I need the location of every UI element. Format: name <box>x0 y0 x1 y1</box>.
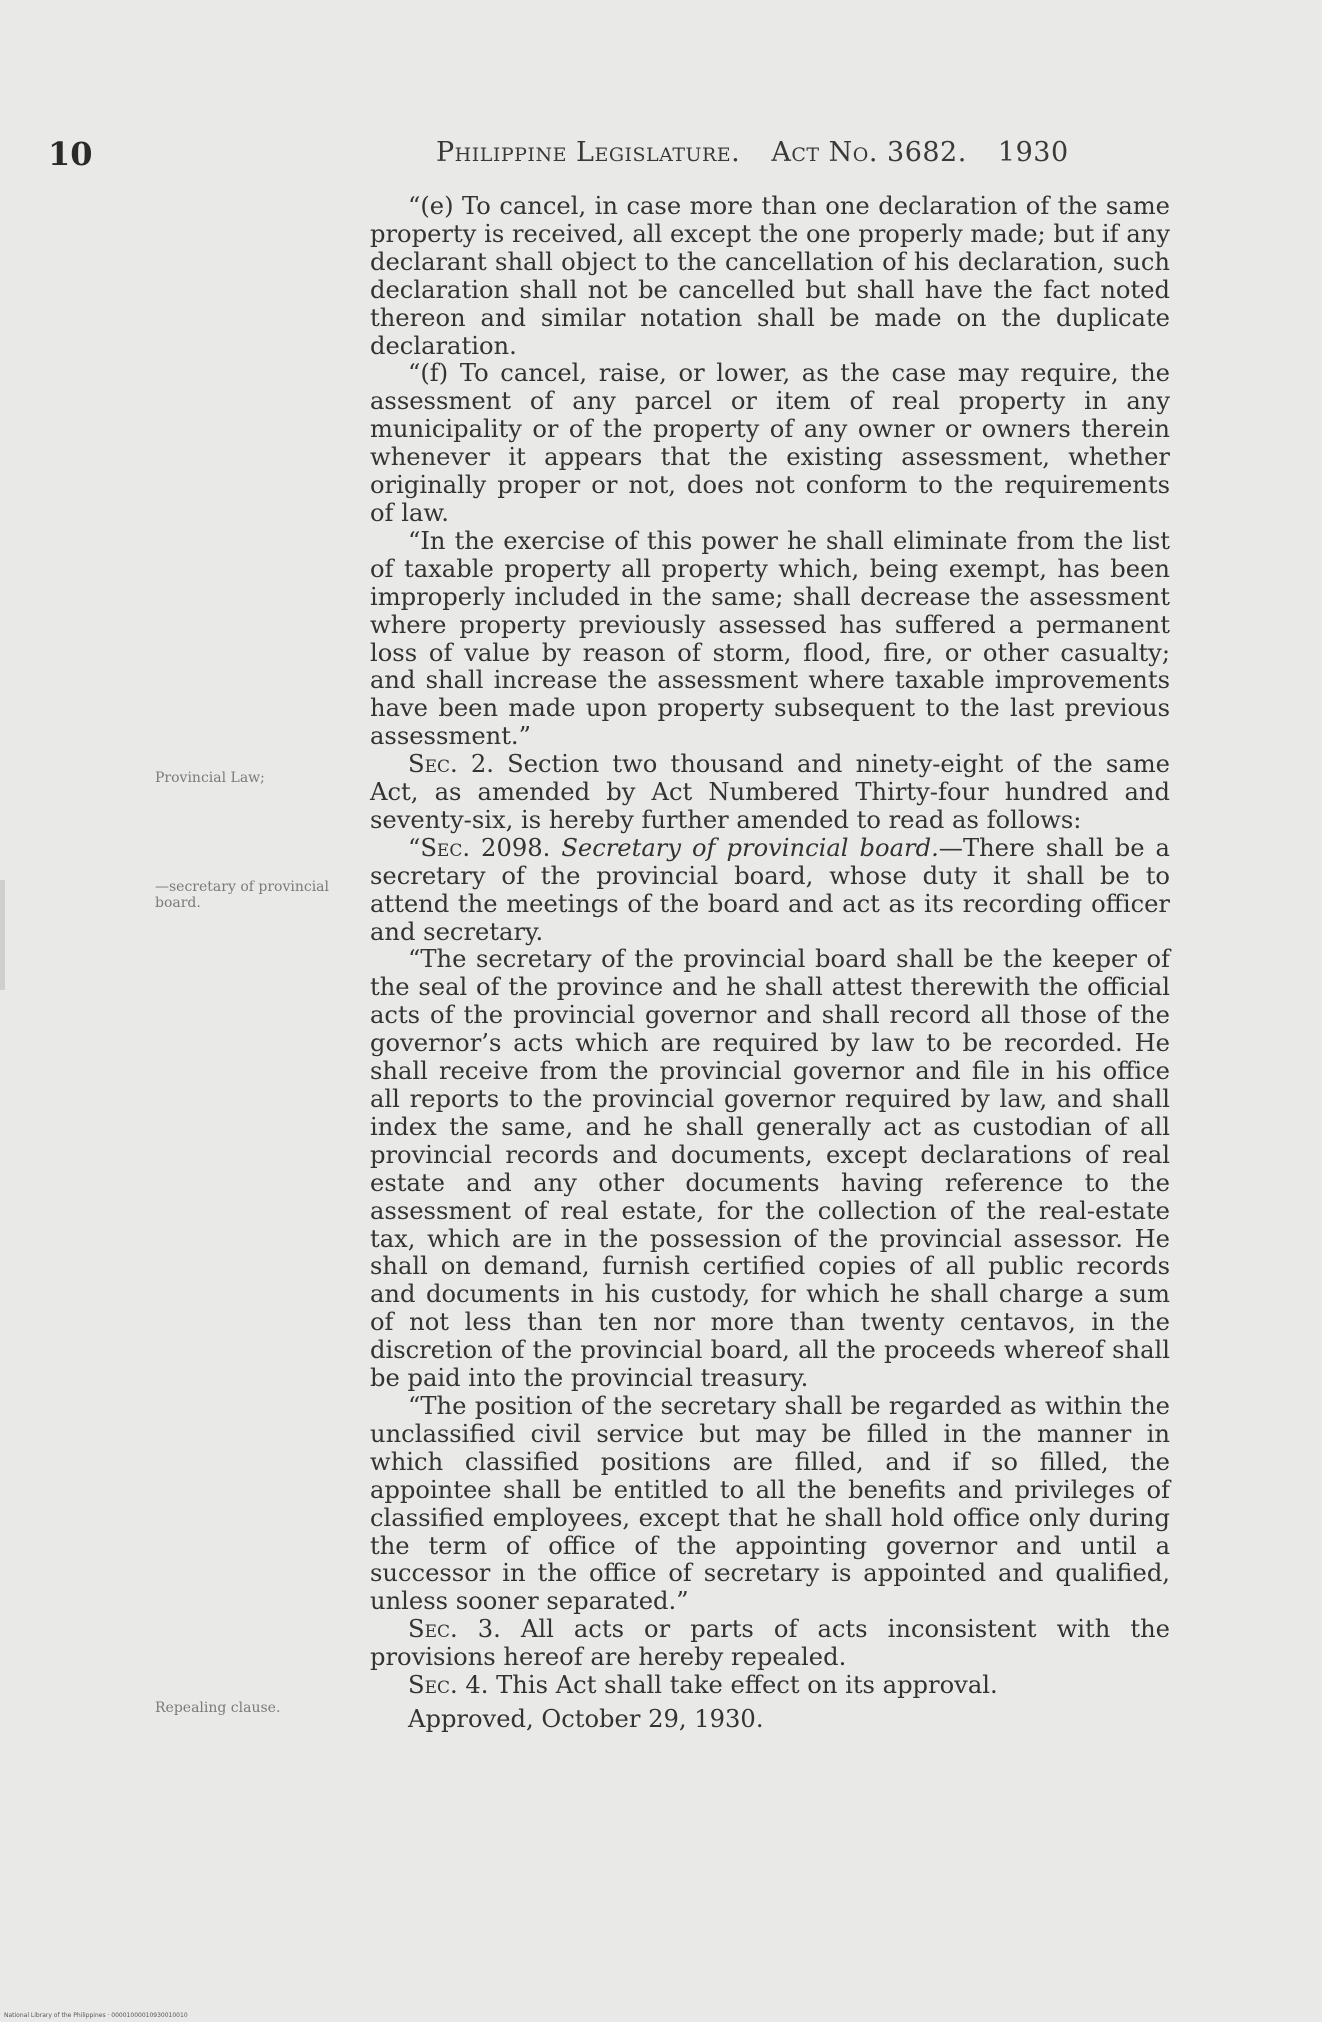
act-year: 1930 <box>997 137 1069 168</box>
section-3-label: Sec. 3. <box>408 1615 501 1644</box>
margin-note-repealing: Repealing clause. <box>155 1700 281 1716</box>
scan-edge-shadow <box>0 880 5 990</box>
running-head <box>436 137 1091 168</box>
margin-note-provincial-law: Provincial Law; <box>155 770 265 786</box>
section-3 <box>370 1616 1170 1672</box>
section-4-label: Sec. 4. <box>408 1671 489 1700</box>
paragraph-secretary-position: “The position of the secretary shall be regarded as within the unclassified civil service but may be filled in the manner in which classified positions are filled, and if so filled, the appointee shall be entitled to all the benefits and privileges of classified employees, except that he shall hold office only during the term of office of the appointing governor and until a successor in the office of secretary is appointed and qualified, unless sooner separated.” <box>370 1391 1170 1616</box>
section-2098-title: Secretary of provincial board. <box>561 833 939 862</box>
section-2-label: Sec. 2. <box>408 750 494 779</box>
section-3-text: All acts or parts of acts inconsistent with the provisions hereof are hereby repealed. <box>370 1615 1170 1672</box>
body-text <box>370 193 1170 1734</box>
paragraph-e: “(e) To cancel, in case more than one declaration of the same property is received, all except the one properly made; but if any declarant shall object to the cancellation of his declaration, such declaration shall not be cancelled but shall have the fact noted thereon and similar notation shall be made on the duplicate declaration. <box>370 192 1170 360</box>
paragraph-secretary-duties: “The secretary of the provincial board shall be the keeper of the seal of the province and he shall attest therewith the official acts of the provincial governor and shall record all those of the governor’s acts which are required by law to be recorded. He shall receive from the provincial governor and file in his office all reports to the provincial governor required by law, and shall index the same, and he shall generally act as custodian of all provincial records and documents, except declarations of real estate and any other documents having reference to the assessment of real estate, for the collection of the real-estate tax, which are in the possession of the provincial assessor. He shall on demand, furnish certified copies of all public records and documents in his custody, for which he shall charge a sum of not less than ten nor more than twenty centavos, in the discretion of the provincial board, all the proceeds whereof shall be paid into the provincial treasury. <box>370 945 1170 1393</box>
approval-line: Approved, October 29, 1930. <box>408 1704 764 1733</box>
section-2098-text: —There shall be a secretary of the provincial board, whose duty it shall be to attend the meetings of the board and act as its recording officer and secretary. <box>370 833 1170 946</box>
section-2-text: Section two thousand and ninety-eight of the same Act, as amended by Act Numbered Thirty-four hundred and seventy-six, is hereby further amended to read as follows: <box>370 750 1170 834</box>
footer-credit: National Library of the Philippines · 00001000010930010010 <box>4 2012 188 2019</box>
section-2098-label: “Sec. 2098. <box>408 833 551 862</box>
paragraph-f: “(f) To cancel, raise, or lower, as the case may require, the assessment of any parcel or item of real property in any municipality or of the property of any owner or owners therein whenever it appears that the existing assessment, whether originally proper or not, does not conform to the requirements of law. <box>370 359 1170 527</box>
margin-note-secretary: —secretary of provincial board. <box>155 879 330 911</box>
section-4-text: This Act shall take effect on its approval. <box>496 1671 998 1700</box>
section-2098 <box>370 835 1170 947</box>
page-number: 10 <box>48 135 93 173</box>
paragraph-exercise: “In the exercise of this power he shall eliminate from the list of taxable property all property which, being exempt, has been improperly included in the same; shall decrease the assessment where property previously assessed has suffered a permanent loss of value by reason of storm, flood, fire, or other casualty; and shall increase the assessment where taxable improvements have been made upon property subsequent to the last previous assessment.” <box>370 526 1170 751</box>
running-title: Philippine Legislature. <box>436 137 741 168</box>
section-2 <box>370 751 1170 835</box>
act-number: Act No. 3682. <box>771 137 967 168</box>
section-4 <box>370 1672 1170 1700</box>
